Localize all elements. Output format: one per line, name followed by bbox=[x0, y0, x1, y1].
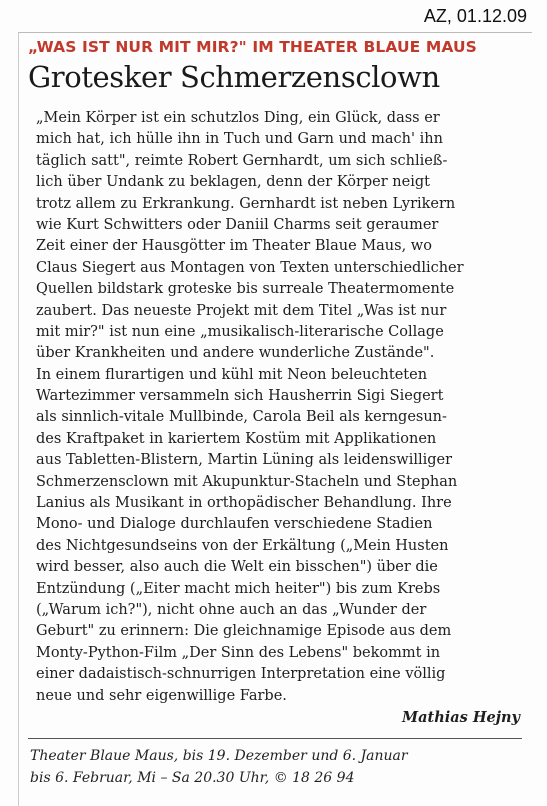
body-line: „Mein Körper ist ein schutzlos Ding, ein Glück, dass er bbox=[36, 110, 440, 126]
body-line: Quellen bildstark groteske bis surreale Theatermomente bbox=[36, 281, 455, 298]
body-line: des Kraftpaket in kariertem Kostüm mit Applikationen bbox=[36, 430, 437, 447]
body-line: Lanius als Musikant in orthopädischer Behandlung. Ihre bbox=[36, 495, 452, 512]
kicker: „WAS IST NUR MIT MIR?" IM THEATER BLAUE MAUS bbox=[28, 38, 477, 56]
body-line: Geburt" zu erinnern: Die gleichnamige Episode aus dem bbox=[36, 623, 452, 640]
body-line: des Nichtgesundseins von der Erkältung („Mein Husten bbox=[36, 537, 449, 554]
body-line: Claus Siegert aus Montagen von Texten unterschiedlicher bbox=[36, 259, 464, 276]
body-line: wird besser, also auch die Welt ein bisschen") über die bbox=[36, 559, 438, 576]
body-line: Mono- und Dialoge durchlaufen verschiedene Stadien bbox=[36, 516, 433, 533]
info-line: Theater Blaue Maus, bis 19. Dezember und 6. Januar bbox=[30, 748, 408, 764]
headline: Grotesker Schmerzensclown bbox=[28, 60, 440, 94]
body-line: mich hat, ich hülle ihn in Tuch und Garn und mach' ihn bbox=[36, 131, 443, 148]
body-line: Schmerzensclown mit Akupunktur-Stacheln und Stephan bbox=[36, 473, 458, 490]
body-line: als sinnlich-vitale Mullbinde, Carola Beil als kerngesun- bbox=[36, 409, 447, 426]
article-body bbox=[36, 108, 518, 707]
source-stamp: AZ, 01.12.09 bbox=[423, 6, 527, 26]
body-line: Monty-Python-Film „Der Sinn des Lebens" bekommt in bbox=[36, 644, 441, 661]
body-line: zaubert. Das neueste Projekt mit dem Titel „Was ist nur bbox=[36, 302, 447, 319]
body-line: Wartezimmer versammeln sich Hausherrin Sigi Siegert bbox=[36, 388, 444, 405]
body-line: täglich satt", reimte Robert Gernhardt, um sich schließ- bbox=[36, 152, 448, 169]
body-line: trotz allem zu Erkrankung. Gernhardt ist neben Lyrikern bbox=[36, 195, 456, 212]
body-line: wie Kurt Schwitters oder Daniil Charms seit geraumer bbox=[36, 216, 439, 233]
author-byline: Mathias Hejny bbox=[402, 709, 520, 726]
body-line: neue und sehr eigenwillige Farbe. bbox=[36, 687, 287, 704]
body-line: aus Tabletten-Blistern, Martin Lüning als leidenswilliger bbox=[36, 452, 453, 469]
body-line: über Krankheiten und andere wunderliche Zustände". bbox=[36, 345, 435, 362]
body-line: („Warum ich?"), nicht ohne auch an das „Wunder der bbox=[36, 601, 427, 618]
body-line: lich über Undank zu beklagen, denn der Körper neigt bbox=[36, 174, 430, 191]
body-line: einer dadaistisch-schnurrigen Interpretation eine völlig bbox=[36, 666, 446, 683]
info-line: bis 6. Februar, Mi – Sa 20.30 Uhr, © 18 26 94 bbox=[30, 770, 355, 786]
divider bbox=[28, 738, 522, 739]
body-line: Zeit einer der Hausgötter im Theater Blaue Maus, wo bbox=[36, 238, 432, 255]
body-line: mit mir?" ist nun eine „musikalisch-literarische Collage bbox=[36, 323, 444, 340]
body-line: Entzündung („Eiter macht mich heiter") bis zum Krebs bbox=[36, 580, 441, 597]
event-info bbox=[30, 745, 520, 789]
body-line: In einem flurartigen und kühl mit Neon beleuchteten bbox=[36, 366, 428, 383]
